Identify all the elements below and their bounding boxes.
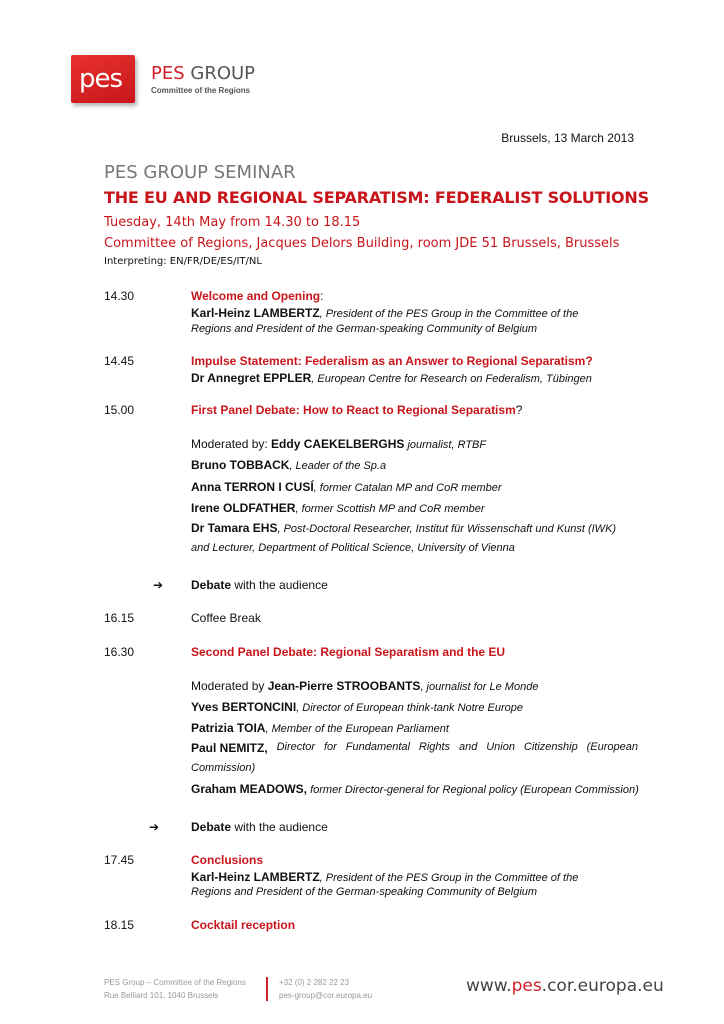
session-title: Second Panel Debate: Regional Separatism and the EU [191, 645, 506, 659]
panelist [191, 480, 502, 494]
speaker-role: , President of the PES Group in the Committee of the [319, 872, 579, 884]
panelist-name: Irene OLDFATHER [191, 501, 296, 515]
seminar-date: Tuesday, 14th May from 14.30 to 18.15 [104, 215, 361, 230]
role-word: Citizenship [523, 741, 578, 753]
time: 14.45 [104, 354, 135, 368]
logo-name-red: PES [151, 63, 185, 84]
panelist [191, 458, 386, 472]
panelist-name: Paul NEMITZ, [191, 741, 268, 755]
panelist [191, 501, 485, 515]
session-title-text: First Panel Debate: How to React to Regional Separatism [191, 403, 516, 417]
speaker-role-cont: Regions and President of the German-speaking Community of Belgium [191, 323, 538, 335]
moderator-label: Moderated by [191, 679, 268, 693]
panelist-role: , Leader of the Sp.a [289, 460, 387, 472]
logo-name [151, 63, 255, 84]
panelist-role-cont: and Lecturer, Department of Political Science, University of Vienna [191, 542, 515, 554]
panelist-role-cont: Commission) [191, 762, 256, 774]
moderator-name: Jean-Pierre STROOBANTS [267, 679, 421, 693]
date: Brussels, 13 March 2013 [501, 131, 634, 145]
seminar-heading: PES GROUP SEMINAR [104, 162, 296, 183]
moderator [191, 679, 538, 693]
panelist-name: Dr Tamara EHS [191, 521, 278, 535]
moderator-role: , journalist for Le Monde [420, 681, 539, 693]
url-suffix: .cor.europa.eu [541, 976, 664, 996]
debate [191, 578, 328, 592]
panelist-role: , Member of the European Parliament [265, 723, 449, 735]
session-title: Coffee Break [191, 611, 261, 625]
time: 16.15 [104, 611, 135, 625]
footer-org: PES Group – Committee of the Regions [104, 978, 246, 987]
speaker [191, 371, 592, 385]
speaker-name: Karl-Heinz LAMBERTZ [191, 870, 320, 884]
panelist [191, 721, 449, 735]
role-word: Rights [418, 741, 451, 753]
session-title [191, 289, 323, 303]
pes-logo [71, 55, 135, 103]
role-word: (European [586, 741, 638, 753]
panelist-role: , Post-Doctoral Researcher, Institut für Wissenschaft und Kunst (IWK) [277, 523, 617, 535]
speaker-name: Dr Annegret EPPLER [191, 371, 312, 385]
debate-bold: Debate [191, 820, 232, 834]
logo-subtitle: Committee of the Regions [151, 86, 251, 95]
debate-text: with the audience [231, 820, 328, 834]
speaker [191, 870, 578, 884]
logo-mark: pes [79, 64, 123, 94]
role-word: Fundamental [345, 741, 410, 753]
panelist-name: Bruno TOBBACK [191, 458, 290, 472]
role-word: and [458, 741, 478, 753]
panelist [191, 782, 639, 796]
suffix: : [320, 289, 324, 303]
time: 18.15 [104, 918, 135, 932]
role-word: for [324, 741, 337, 753]
speaker-role: , President of the PES Group in the Committee of the [319, 308, 579, 320]
logo-name-gray: GROUP [184, 63, 256, 84]
url-pes: pes [511, 976, 542, 996]
debate [191, 820, 328, 834]
seminar-venue: Committee of Regions, Jacques Delors Building, room JDE 51 Brussels, Brussels [104, 236, 620, 251]
moderator-label: Moderated by: [191, 437, 272, 451]
interpreting: Interpreting: EN/FR/DE/ES/IT/NL [104, 256, 262, 267]
time: 14.30 [104, 289, 135, 303]
session-title-text: Welcome and Opening [191, 289, 321, 303]
footer-email[interactable]: pes-group@cor.europa.eu [279, 991, 373, 1000]
debate-text: with the audience [231, 578, 328, 592]
panelist [191, 700, 523, 714]
session-title: Impulse Statement: Federalism as an Answer to Regional Separatism? [191, 354, 593, 368]
role-word: Director [276, 741, 316, 753]
panelist-role: , former Catalan MP and CoR member [313, 482, 502, 494]
speaker-role-cont: Regions and President of the German-speaking Community of Belgium [191, 886, 538, 898]
panelist-name: Graham MEADOWS, [191, 782, 308, 796]
seminar-title: THE EU AND REGIONAL SEPARATISM: FEDERALIST SOLUTIONS [104, 188, 649, 207]
suffix: ? [515, 403, 523, 417]
panelist [191, 741, 638, 755]
footer-website[interactable] [466, 976, 664, 996]
speaker-name: Karl-Heinz LAMBERTZ [191, 306, 320, 320]
panelist [191, 521, 616, 535]
panelist-role: , Director of European think-tank Notre Europe [296, 702, 523, 714]
debate-bold: Debate [191, 578, 232, 592]
panelist-name: Patrizia TOIA [191, 721, 266, 735]
speaker-role: , European Centre for Research on Federalism, Tübingen [311, 373, 592, 385]
panelist-name: Anna TERRON I CUSÍ [191, 480, 314, 494]
moderator [191, 437, 486, 451]
moderator-role: journalist, RTBF [404, 439, 487, 451]
speaker [191, 306, 578, 320]
panelist-role: , former Scottish MP and CoR member [295, 503, 485, 515]
footer-address: Rue Belliard 101, 1040 Brussels [104, 991, 219, 1000]
arrow-icon: ➔ [149, 820, 160, 834]
panelist-name: Yves BERTONCINI [191, 700, 297, 714]
panelist-role: former Director-general for Regional policy (European Commission) [307, 784, 639, 796]
arrow-icon: ➔ [153, 578, 164, 592]
footer-phone: +32 (0) 2 282 22 23 [279, 978, 350, 987]
moderator-name: Eddy CAEKELBERGHS [271, 437, 405, 451]
role-word: Union [486, 741, 515, 753]
time: 16.30 [104, 645, 135, 659]
footer-divider [266, 977, 268, 1001]
session-title: Cocktail reception [191, 918, 296, 932]
session-title [191, 403, 522, 417]
session-title: Conclusions [191, 853, 264, 867]
time: 15.00 [104, 403, 135, 417]
time: 17.45 [104, 853, 135, 867]
url-prefix: www. [466, 976, 512, 996]
